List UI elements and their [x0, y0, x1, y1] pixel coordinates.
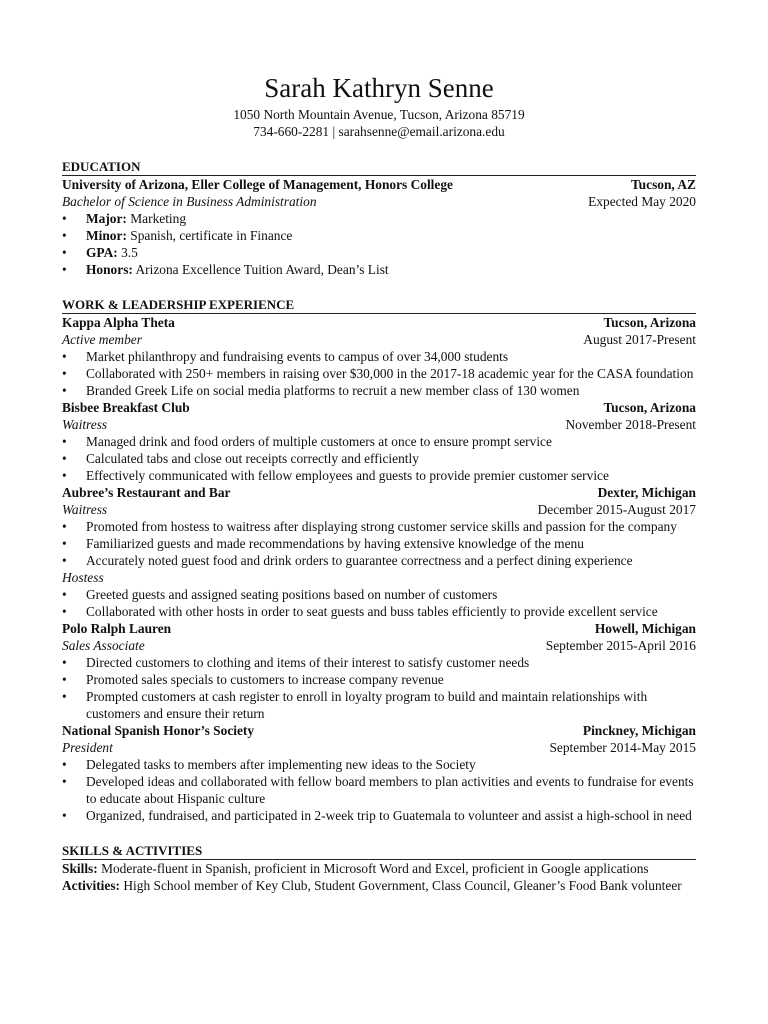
experience-role-row [62, 416, 696, 433]
item-text: 3.5 [117, 245, 138, 260]
resume-name: Sarah Kathryn Senne [264, 73, 494, 103]
experience-role-row [62, 331, 696, 348]
activities-label: Activities: [62, 878, 121, 893]
experience-bullets [62, 348, 696, 399]
education-list [62, 210, 696, 278]
experience-heading: WORK & LEADERSHIP EXPERIENCE [62, 296, 696, 314]
item-text: Spanish, certificate in Finance [126, 228, 293, 243]
bullet-item: • Accurately noted guest food and drink orders to guarantee correctness and a perfect dining experience [62, 552, 696, 569]
experience-org-row [62, 399, 696, 416]
experience-bullets [62, 433, 696, 484]
bullet-item: • Managed drink and food orders of multiple customers at once to ensure prompt service [62, 433, 696, 450]
item-label: Major: [86, 211, 127, 226]
role-date: September 2015-April 2016 [545, 638, 696, 653]
item-label: Honors: [86, 262, 133, 277]
item-text: Marketing [126, 211, 187, 226]
bullet-item: • Market philanthropy and fundraising events to campus of over 34,000 students [62, 348, 696, 365]
org-location: Howell, Michigan [594, 621, 696, 636]
org-location: Tucson, Arizona [603, 400, 696, 415]
item-label: GPA: [86, 245, 118, 260]
role-title: Waitress [62, 417, 108, 432]
education-item [62, 244, 696, 261]
activities-line [62, 877, 696, 894]
experience-role-row [62, 739, 696, 756]
bullet-item: • Greeted guests and assigned seating positions based on number of customers [62, 586, 696, 603]
address-line: 1050 North Mountain Avenue, Tucson, Arizona 85719 [233, 107, 525, 122]
role-title: Sales Associate [62, 638, 145, 653]
role-date: September 2014-May 2015 [549, 740, 696, 755]
role-date: August 2017-Present [583, 332, 696, 347]
experience-org-row [62, 314, 696, 331]
education-item [62, 227, 696, 244]
experience-bullets-secondary [62, 586, 696, 620]
bullet-item: • Collaborated with 250+ members in raising over $30,000 in the 2017-18 academic year for the CASA foundation [62, 365, 696, 382]
experience-role-row [62, 637, 696, 654]
bullet-item: • Organized, fundraised, and participated in 2-week trip to Guatemala to volunteer and assist a high-school in need [62, 807, 696, 824]
experience-bullets [62, 756, 696, 824]
bullet-item: • Promoted from hostess to waitress after displaying strong customer service skills and passion for the company [62, 518, 696, 535]
item-label: Minor: [86, 228, 127, 243]
org-location: Pinckney, Michigan [582, 723, 696, 738]
education-heading: EDUCATION [62, 158, 696, 176]
education-degree-row [62, 193, 696, 210]
role-title: Active member [62, 332, 142, 347]
role-title: President [62, 740, 113, 755]
bullet-item: • Calculated tabs and close out receipts correctly and efficiently [62, 450, 696, 467]
activities-text: High School member of Key Club, Student Government, Class Council, Gleaner’s Food Bank volunteer [120, 878, 682, 893]
skills-heading: SKILLS & ACTIVITIES [62, 842, 696, 860]
bullet-item: • Effectively communicated with fellow employees and guests to provide premier customer service [62, 467, 696, 484]
school-name: University of Arizona, Eller College of Management, Honors College [62, 177, 453, 192]
bullet-item: • Collaborated with other hosts in order to seat guests and buss tables efficiently to provide excellent service [62, 603, 696, 620]
org-location: Tucson, Arizona [603, 315, 696, 330]
experience-org-row [62, 484, 696, 501]
skills-line [62, 860, 696, 877]
school-location: Tucson, AZ [630, 177, 696, 192]
bullet-item: • Developed ideas and collaborated with fellow board members to plan activities and events to fundraise for events to educate about Hispanic culture [62, 773, 696, 807]
contact-line: 734-660-2281 | sarahsenne@email.arizona.edu [253, 124, 505, 139]
bullet-item: • Prompted customers at cash register to enroll in loyalty program to build and maintain relationships with customers and ensure their return [62, 688, 696, 722]
bullet-item: • Delegated tasks to members after implementing new ideas to the Society [62, 756, 696, 773]
education-item [62, 210, 696, 227]
education-school-row [62, 176, 696, 193]
resume-page [62, 70, 696, 894]
org-name: Bisbee Breakfast Club [62, 400, 190, 415]
bullet-item: • Familiarized guests and made recommendations by having extensive knowledge of the menu [62, 535, 696, 552]
role-date: November 2018-Present [565, 417, 696, 432]
degree-name: Bachelor of Science in Business Administration [62, 194, 317, 209]
item-text: Arizona Excellence Tuition Award, Dean’s List [132, 262, 389, 277]
bullet-item: • Directed customers to clothing and items of their interest to satisfy customer needs [62, 654, 696, 671]
skills-label: Skills: [62, 861, 98, 876]
role-title: Waitress [62, 502, 108, 517]
degree-date: Expected May 2020 [588, 194, 696, 209]
education-item [62, 261, 696, 278]
bullet-item: • Branded Greek Life on social media platforms to recruit a new member class of 130 women [62, 382, 696, 399]
org-name: Kappa Alpha Theta [62, 315, 175, 330]
bullet-item: • Promoted sales specials to customers to increase company revenue [62, 671, 696, 688]
experience-role-row [62, 501, 696, 518]
org-name: Polo Ralph Lauren [62, 621, 172, 636]
skills-text: Moderate-fluent in Spanish, proficient in Microsoft Word and Excel, proficient in Google applications [97, 861, 649, 876]
experience-org-row [62, 620, 696, 637]
experience-org-row [62, 722, 696, 739]
experience-bullets [62, 518, 696, 569]
org-name: National Spanish Honor’s Society [62, 723, 255, 738]
experience-bullets [62, 654, 696, 722]
role-date: December 2015-August 2017 [537, 502, 696, 517]
role-title-secondary: Hostess [62, 570, 104, 585]
org-location: Dexter, Michigan [597, 485, 696, 500]
org-name: Aubree’s Restaurant and Bar [62, 485, 231, 500]
